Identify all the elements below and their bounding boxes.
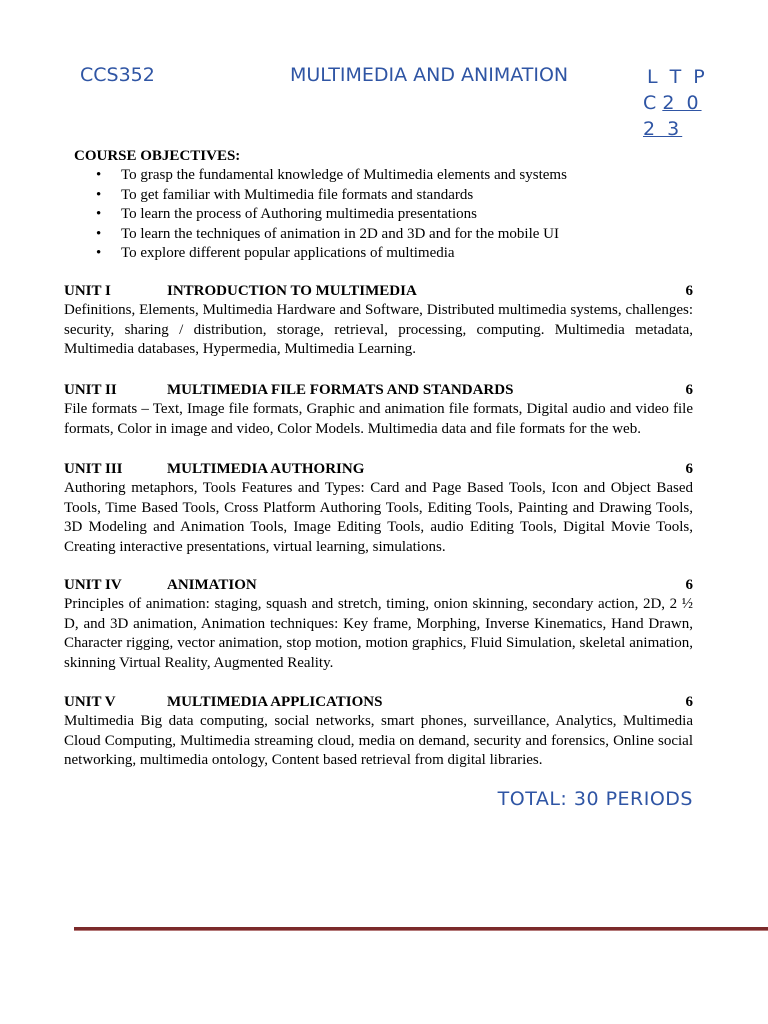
unit-hours: 6 — [685, 461, 693, 477]
unit-hours: 6 — [685, 382, 693, 398]
objective-item — [74, 166, 567, 186]
unit-number: UNIT III — [64, 461, 123, 477]
unit-hours: 6 — [685, 694, 693, 710]
unit-heading — [64, 281, 693, 301]
unit-title: MULTIMEDIA FILE FORMATS AND STANDARDS — [167, 382, 514, 398]
bullet-icon: • — [96, 225, 102, 242]
ltpc-credits — [643, 64, 713, 142]
unit-section-2 — [64, 380, 693, 439]
unit-description: Definitions, Elements, Multimedia Hardware and Software, Distributed multimedia systems, challenges: security, sharing / distribution, storage, retrieval, processing, computing. Multimedia metadata, Multimedia databases, Hypermedia, Multimedia Learning. — [64, 302, 693, 357]
unit-heading — [64, 692, 693, 712]
objective-text: To learn the techniques of animation in 2D and 3D and for the mobile UI — [121, 225, 559, 242]
footer-divider — [74, 927, 768, 931]
unit-description: Authoring metaphors, Tools Features and Types: Card and Page Based Tools, Icon and Object Based Tools, Time Based Tools, Cross Platform Authoring Tools, Editing Tools, Painting and Drawing Tools, 3D Modeling and Animation Tools, Image Editing Tools, audio Editing Tools, Digital Movie Tools, Creating interactive presentations, virtual learning, simulations. — [64, 480, 693, 555]
unit-description: Principles of animation: staging, squash and stretch, timing, onion skinning, secondary action, 2D, 2 ½ D, and 3D animation, Animation techniques: Key frame, Morphing, Inverse Kinematics, Hand Drawn, Character rigging, vector animation, stop motion, motion graphics, Fluid Simulation, skeletal animation, skinning Virtual Reality, Augmented Reality. — [64, 596, 693, 671]
ltpc-labels: L T P — [647, 66, 708, 88]
unit-section-5 — [64, 692, 693, 771]
unit-title: MULTIMEDIA AUTHORING — [167, 461, 365, 477]
bullet-icon: • — [96, 167, 102, 183]
unit-section-4 — [64, 575, 693, 673]
objectives-title: COURSE OBJECTIVES: — [74, 148, 241, 164]
unit-number: UNIT V — [64, 694, 116, 710]
unit-description: Multimedia Big data computing, social networks, smart phones, surveillance, Analytics, Multimedia Cloud Computing, Multimedia streaming cloud, media on demand, security and forensics, Online social networking, multimedia ontology, Content based retrieval from digital libraries. — [64, 713, 693, 768]
objective-item — [74, 225, 567, 245]
total-periods: TOTAL: 30 PERIODS — [497, 788, 693, 810]
course-title: MULTIMEDIA AND ANIMATION — [290, 64, 569, 86]
course-code: CCS352 — [80, 64, 155, 86]
objective-text: To get familiar with Multimedia file formats and standards — [121, 186, 474, 203]
unit-title: MULTIMEDIA APPLICATIONS — [167, 694, 383, 710]
unit-hours: 6 — [685, 283, 693, 299]
objective-text: To learn the process of Authoring multimedia presentations — [121, 206, 477, 222]
unit-title: INTRODUCTION TO MULTIMEDIA — [167, 283, 417, 299]
objective-item — [74, 205, 567, 225]
course-objectives — [74, 146, 567, 264]
unit-section-1 — [64, 281, 693, 360]
unit-number: UNIT IV — [64, 577, 122, 593]
unit-description: File formats – Text, Image file formats, Graphic and animation file formats, Digital audio and video file formats, Color in image and video, Color Models. Multimedia data and file formats for the web. — [64, 401, 693, 437]
unit-heading — [64, 575, 693, 595]
objective-text: To grasp the fundamental knowledge of Multimedia elements and systems — [121, 167, 567, 183]
objective-item — [74, 186, 567, 206]
bullet-icon: • — [96, 245, 102, 261]
page-header — [0, 0, 768, 140]
objective-text: To explore different popular applications of multimedia — [121, 245, 455, 261]
objective-item — [74, 244, 567, 264]
unit-hours: 6 — [685, 577, 693, 593]
unit-heading — [64, 459, 693, 479]
unit-title: ANIMATION — [167, 577, 257, 593]
ltpc-values-line3: 2 3 — [643, 118, 683, 140]
bullet-icon: • — [96, 186, 102, 203]
unit-heading — [64, 380, 693, 400]
ltpc-c-label: C — [643, 92, 657, 114]
ltpc-values-line2: 2 0 — [662, 92, 702, 114]
objectives-list — [74, 166, 567, 264]
unit-number: UNIT I — [64, 283, 111, 299]
bullet-icon: • — [96, 206, 102, 222]
unit-section-3 — [64, 459, 693, 557]
unit-number: UNIT II — [64, 382, 117, 398]
